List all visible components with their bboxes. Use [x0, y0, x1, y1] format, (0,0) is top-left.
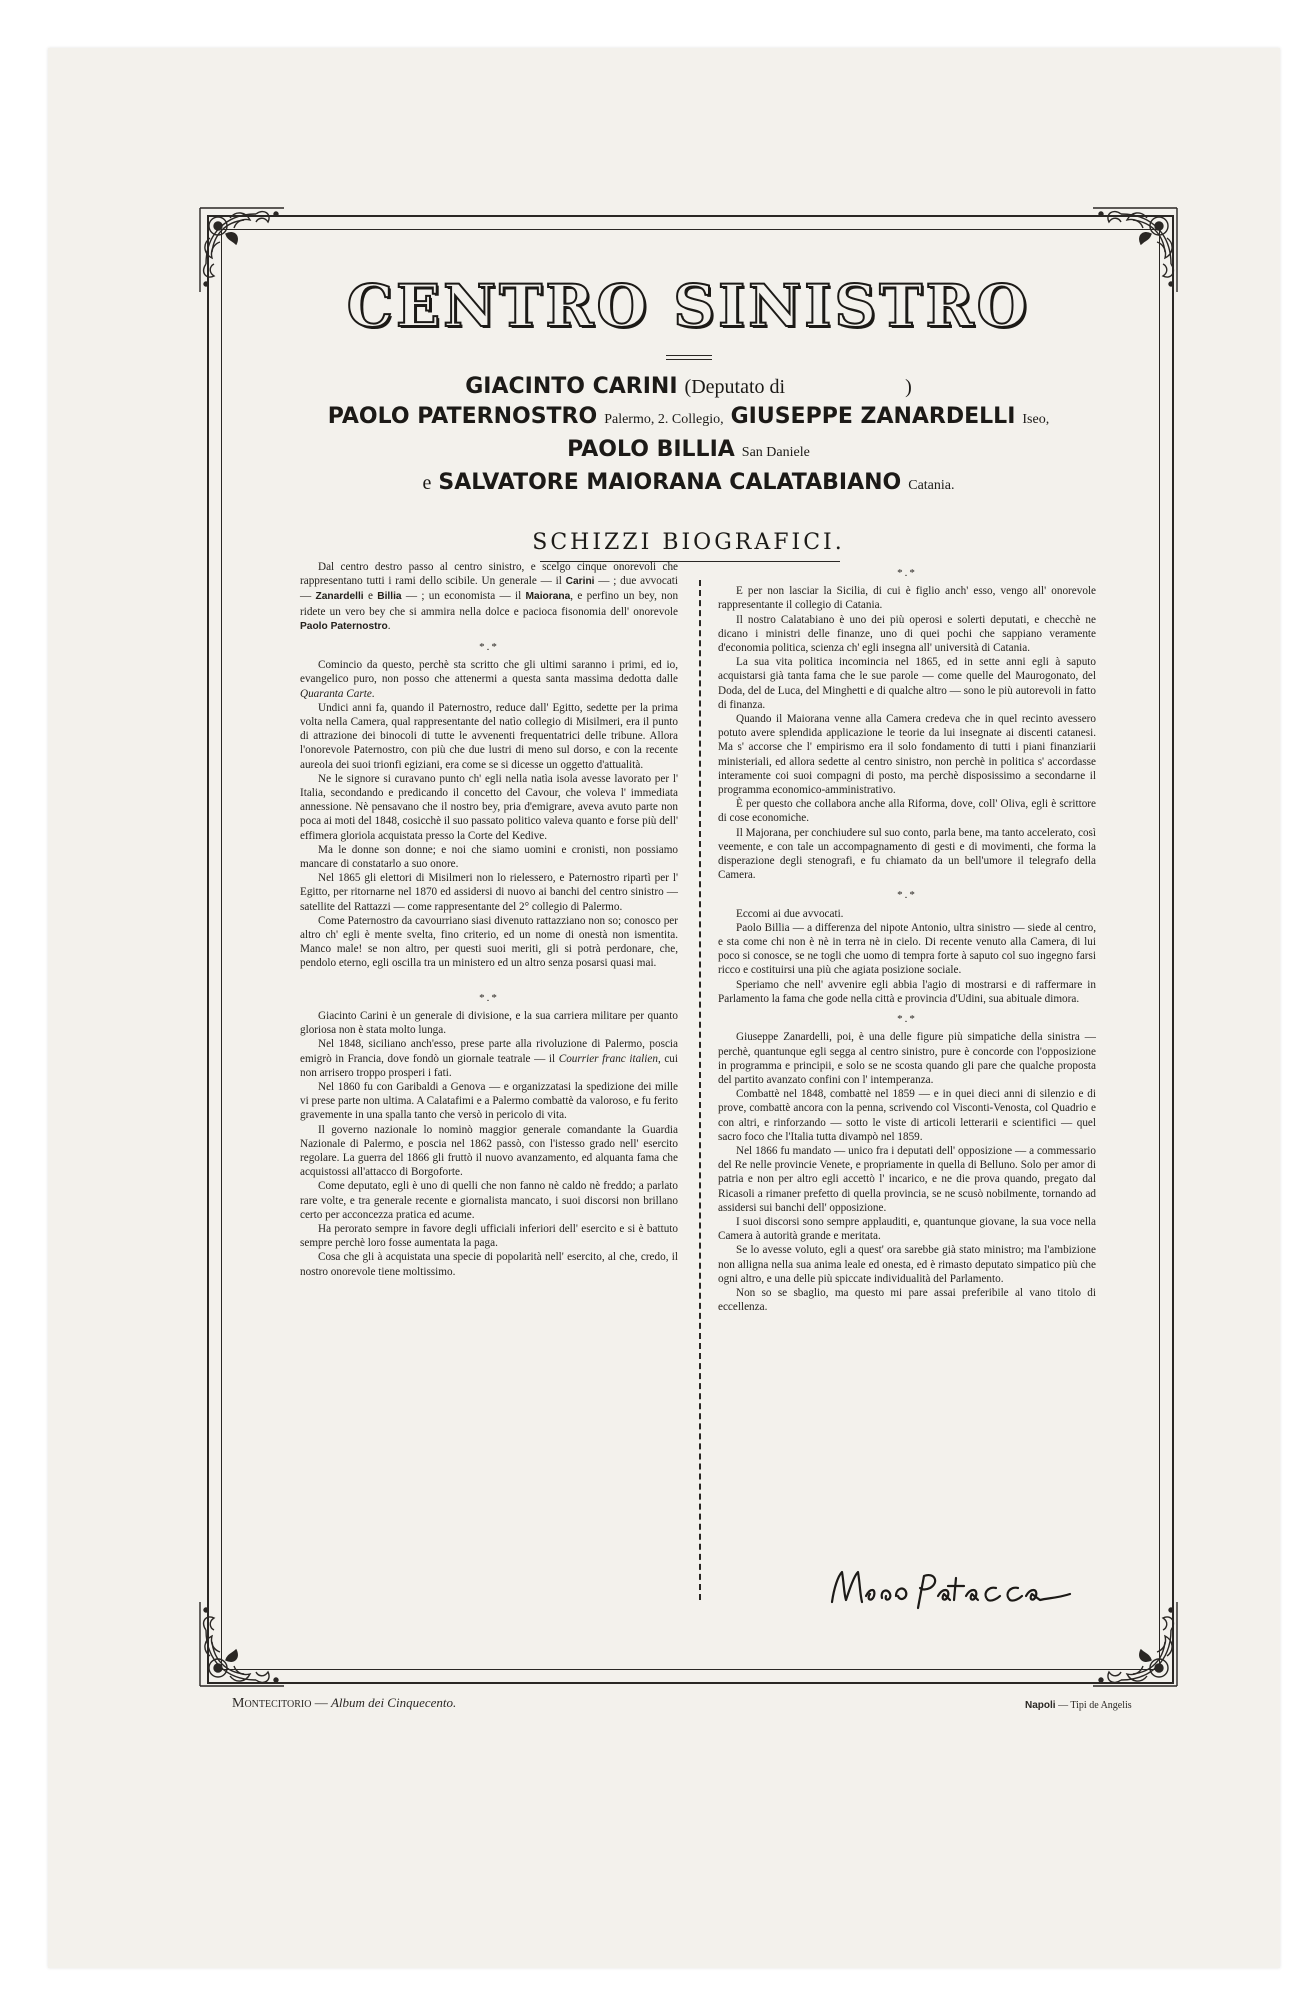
- paragraph: È per questo che collabora anche alla Riforma, dove, coll' Oliva, egli è scrittore di cose economiche.: [718, 798, 1096, 825]
- section-separator: *.*: [479, 641, 499, 654]
- title-rule: [666, 355, 712, 356]
- name-line: [207, 435, 1170, 468]
- paragraph: Come Paternostro da cavourriano siasi divenuto rattazziano non so; conosco per altro ch' egli è mente svelta, fino criterio, ed un nome di onestà non ismentita. Manco male! se non altro, per questi suoi meriti, gli si potrà perdonare, che, pendolo eterno, egli oscilla tra un ministero ed un altro senza posarsi quasi mai.: [300, 914, 678, 970]
- place-zanardelli: Iseo,: [1022, 412, 1050, 427]
- footer-city: Napoli: [1025, 1700, 1056, 1711]
- close-paren: ): [905, 376, 912, 398]
- place-maiorana: Catania.: [908, 478, 955, 493]
- section-subtitle: SCHIZZI BIOGRAFICI.: [532, 530, 845, 555]
- paragraph: Combattè nel 1848, combattè nel 1859 — e in quei dieci anni di silenzio e di prove, combattè ancora con la penna, scrivendo col Visconti-Venosta, col Quadrio e con altri, e rinforzando — sotto le viste di articoli letterarii e scientifici — quel sacro foco che l'Italia tutta divampò nel 1859.: [718, 1088, 1096, 1143]
- footer-left: Montecitorio — Album dei Cinquecento.: [232, 1695, 457, 1711]
- paragraph: Ma le donne son donne; e noi che siamo uomini e cronisti, non possiamo mancare di constatarlo a suo onore.: [300, 843, 678, 871]
- section-separator: *.*: [897, 889, 917, 902]
- corner-ornament-icon: [1089, 1598, 1181, 1690]
- paragraph: Nel 1866 fu mandato — unico fra i deputati dell' opposizione — a commessario del Re nelle provincie Venete, e propriamente in quella di Belluno. Solo per amor di patria e non per altro egli accettò l' incarico, e ne die prova quando, pregato dal Ricasoli a rimaner prefetto di quella provincia, se ne scusò nobilmente, tornando ad assidersi sui banchi dell' opposizione.: [718, 1144, 1096, 1214]
- footer-album: Album dei Cinquecento.: [330, 1695, 457, 1710]
- paragraph: Ha perorato sempre in favore degli ufficiali inferiori dell' esercito e si è battuto sempre perchè loro fosse aumentata la paga.: [300, 1222, 678, 1250]
- paragraph: Undici anni fa, quando il Paternostro, reduce dall' Egitto, sedette per la prima volta nella Camera, qual rappresentante del natìo collegio di Misilmeri, era il punto di attrazione dei binocoli di tutte le avvenenti frequentatrici delle tribune. Allora l'onorevole Paternostro, con più che due lustri di meno sul dorso, e con la recente aureola dei suoi trionfi egiziani, era come se si dicesse un oggetto d'attualità.: [300, 701, 678, 771]
- paragraph: La sua vita politica incomincia nel 1865, ed in sette anni egli à saputo acquistarsi già tanta fama che le sue parole — come quelle del Maurogonato, del Doda, del de Luca, del Minghetti e di qualche altro — sono le più autorevoli in fatto di finanza.: [718, 656, 1096, 711]
- paragraph: Il Majorana, per conchiudere sul suo conto, parla bene, ma tanto accelerato, così veemente, e con tale un accompagnamento di gesti e di movimenti, che forma la disperazione degli stenografi, e fu chiamato da un bell'umore il telegrafo della Camera.: [718, 826, 1096, 882]
- section-separator: *.*: [897, 1013, 917, 1026]
- paragraph: Ne le signore si curavano punto ch' egli nella natìa isola avesse lavorato per l' Italia, secondando e predicando il concetto del Cavour, che voleva l' immediata annessione. Nè pensavano che il nostro bey, pria d'emigrare, aveva avuto parte non poca ai moti del 1848, cosicchè il suo passato politico valeva quanto e forse più dell' effimera gloriola acquistata presso la Corte del Kedive.: [300, 772, 678, 842]
- paragraph: Nel 1860 fu con Garibaldi a Genova — e organizzatasi la spedizione dei mille vi prese parte non ultima. A Calatafimi e a Palermo combattè da valoroso, e fu ferito gravemente in una spalla tanto che versò in pericolo di vita.: [300, 1080, 678, 1122]
- left-column: [300, 560, 678, 1279]
- paragraph: Paolo Billia — a differenza del nipote Antonio, ultra sinistro — siede al centro, e sta come chi non è nè in terra nè in cielo. Di recente venuto alla Camera, di lui poco si conosce, se ne togli che uomo di tempra forte à saputo col suo ingegno farsi ricco e costituirsi una più che agiata posizione sociale.: [718, 921, 1096, 977]
- paragraph: Comincio da questo, perchè sta scritto che gli ultimi saranno i primi, ed io, evangelico puro, non posso che attenermi a questa santa massima dedotta dalle Quaranta Carte.: [300, 659, 678, 700]
- deputies-list: [207, 372, 1170, 501]
- name-carini: GIACINTO CARINI: [465, 374, 678, 399]
- section-separator: *.*: [897, 567, 917, 579]
- place-billia: San Daniele: [741, 445, 810, 460]
- place-paternostro: Palermo, 2. Collegio,: [604, 412, 724, 427]
- paragraph: Eccomi ai due avvocati.: [736, 907, 844, 920]
- footer-printer: — Tipi de Angelis: [1055, 1700, 1132, 1711]
- deputato-label: (Deputato di: [684, 376, 786, 398]
- paragraph: Come deputato, egli è uno di quelli che non fanno nè caldo nè freddo; a parlato rare volte, e tra generale recente e giornalista mancato, i suoi discorsi non brillano certo per acconcezza pratica ed acume.: [300, 1180, 678, 1221]
- paragraph: I suoi discorsi sono sempre applauditi, e, quantunque giovane, la sua voce nella Camera à autorità grande e meritata.: [718, 1215, 1096, 1243]
- paragraph: Se lo avesse voluto, egli a quest' ora sarebbe già stato ministro; ma l'ambizione non alligna nella sua anima leale ed onesta, ed è rimasto deputato simpatico più che ogni altro, e una delle più spiccate individualità del Parlamento.: [718, 1244, 1096, 1285]
- title-rule: [666, 359, 712, 360]
- corner-ornament-icon: [196, 1598, 288, 1690]
- paragraph: Nel 1848, siciliano anch'esso, prese parte alla rivoluzione di Palermo, poscia emigrò in Francia, dove fondò un giornale teatrale — il Courrier franc italien, cui non arrisero troppo prosperi i fati.: [300, 1038, 679, 1079]
- footer-right: [1025, 1700, 1132, 1711]
- paragraph: Giuseppe Zanardelli, poi, è una delle figure più simpatiche della sinistra — perchè, quantunque egli segga al centro sinistro, pure è concorde con l'opposizione in programma e principii, e solo se ne scosta quando gli pare che qualche proposta del partito avanzato confini con l' intemperanza.: [718, 1031, 1096, 1086]
- paragraph: Non so se sbaglio, ma questo mi pare assai preferibile al vano titolo di eccellenza.: [718, 1286, 1096, 1314]
- name-line: [207, 402, 1170, 435]
- name-line: [207, 468, 1170, 501]
- paragraph: Giacinto Carini è un generale di divisione, e la sua carriera militare per quanto gloriosa non è stata molto lunga.: [300, 1009, 678, 1037]
- name-zanardelli: GIUSEPPE ZANARDELLI: [730, 404, 1016, 429]
- paragraph: Il governo nazionale lo nominò maggior generale comandante la Guardia Nazionale di Palermo, e poscia nel 1862 passò, con l'istesso grado nell' esercito regolare. La guerra del 1866 gli fruttò il nuovo avanzamento, ed alquanta fama che acquistossi all'attacco di Borgoforte.: [300, 1123, 678, 1179]
- section-separator: *.*: [479, 991, 499, 1004]
- conjunction: e: [422, 472, 432, 494]
- column-divider: [699, 580, 701, 1600]
- name-line: [207, 372, 1170, 402]
- handwritten-signature: [826, 1558, 1076, 1618]
- page-title: CENTRO SINISTRO: [346, 272, 1031, 340]
- name-maiorana: SALVATORE MAIORANA CALATABIANO: [438, 470, 902, 495]
- right-column: [718, 560, 1096, 1314]
- paragraph: Speriamo che nell' avvenire egli abbia l'agio di mostrarsi e di raffermare in Parlamento la fama che gode nella città e provincia d'Udini, sua abituale dimora.: [718, 978, 1096, 1005]
- paragraph: Dal centro destro passo al centro sinistro, e scelgo cinque onorevoli che rappresentano tutti i rami dello scibile. Un generale — il Carini — ; due avvocati — Zanardelli e Billia — ; un economista — il Maiorana, e perfino un bey, non ridete un vero bey che si ammira nella dolce e pacioca fisonomia dell' onorevole Paolo Paternostro.: [300, 561, 679, 632]
- paragraph: Cosa che gli à acquistata una specie di popolarità nell' esercito, al che, credo, il nostro onorevole tiene moltissimo.: [300, 1251, 678, 1278]
- footer-place: Montecitorio: [232, 1696, 312, 1711]
- name-paternostro: PAOLO PATERNOSTRO: [327, 404, 598, 429]
- paragraph: Nel 1865 gli elettori di Misilmeri non lo rielessero, e Paternostro ripartì per l' Egitto, per ritornarne nel 1870 ed assidersi di nuovo ai banchi del centro sinistro — satellite del Rattazzi — come rappresentante del 2° collegio di Palermo.: [300, 872, 678, 913]
- paragraph: Il nostro Calatabiano è uno dei più operosi e solerti deputati, e checchè ne dicano i ministri delle finanze, uno di quei pochi che sappiano veramente d'economia politica, scienza ch' egli insegna all' università di Catania.: [718, 613, 1096, 655]
- paragraph: E per non lasciar la Sicilia, di cui è figlio anch' esso, vengo all' onorevole rappresentante il collegio di Catania.: [718, 585, 1096, 612]
- paragraph: Quando il Maiorana venne alla Camera credeva che in quel recinto avessero potuto avere splendida applicazione le teorie da lui insegnate ai discenti catanesi. Ma s' accorse che l' empirismo era il solo fondamento di tutti i piani finanziarii ministeriali, ed allora sedette al centro sinistro, non perchè in politica s' accordasse interamente coi suoi compagni di posto, ma perchè disposissimo a secondarne il programma economico-amministrativo.: [718, 713, 1096, 797]
- name-billia: PAOLO BILLIA: [567, 437, 735, 462]
